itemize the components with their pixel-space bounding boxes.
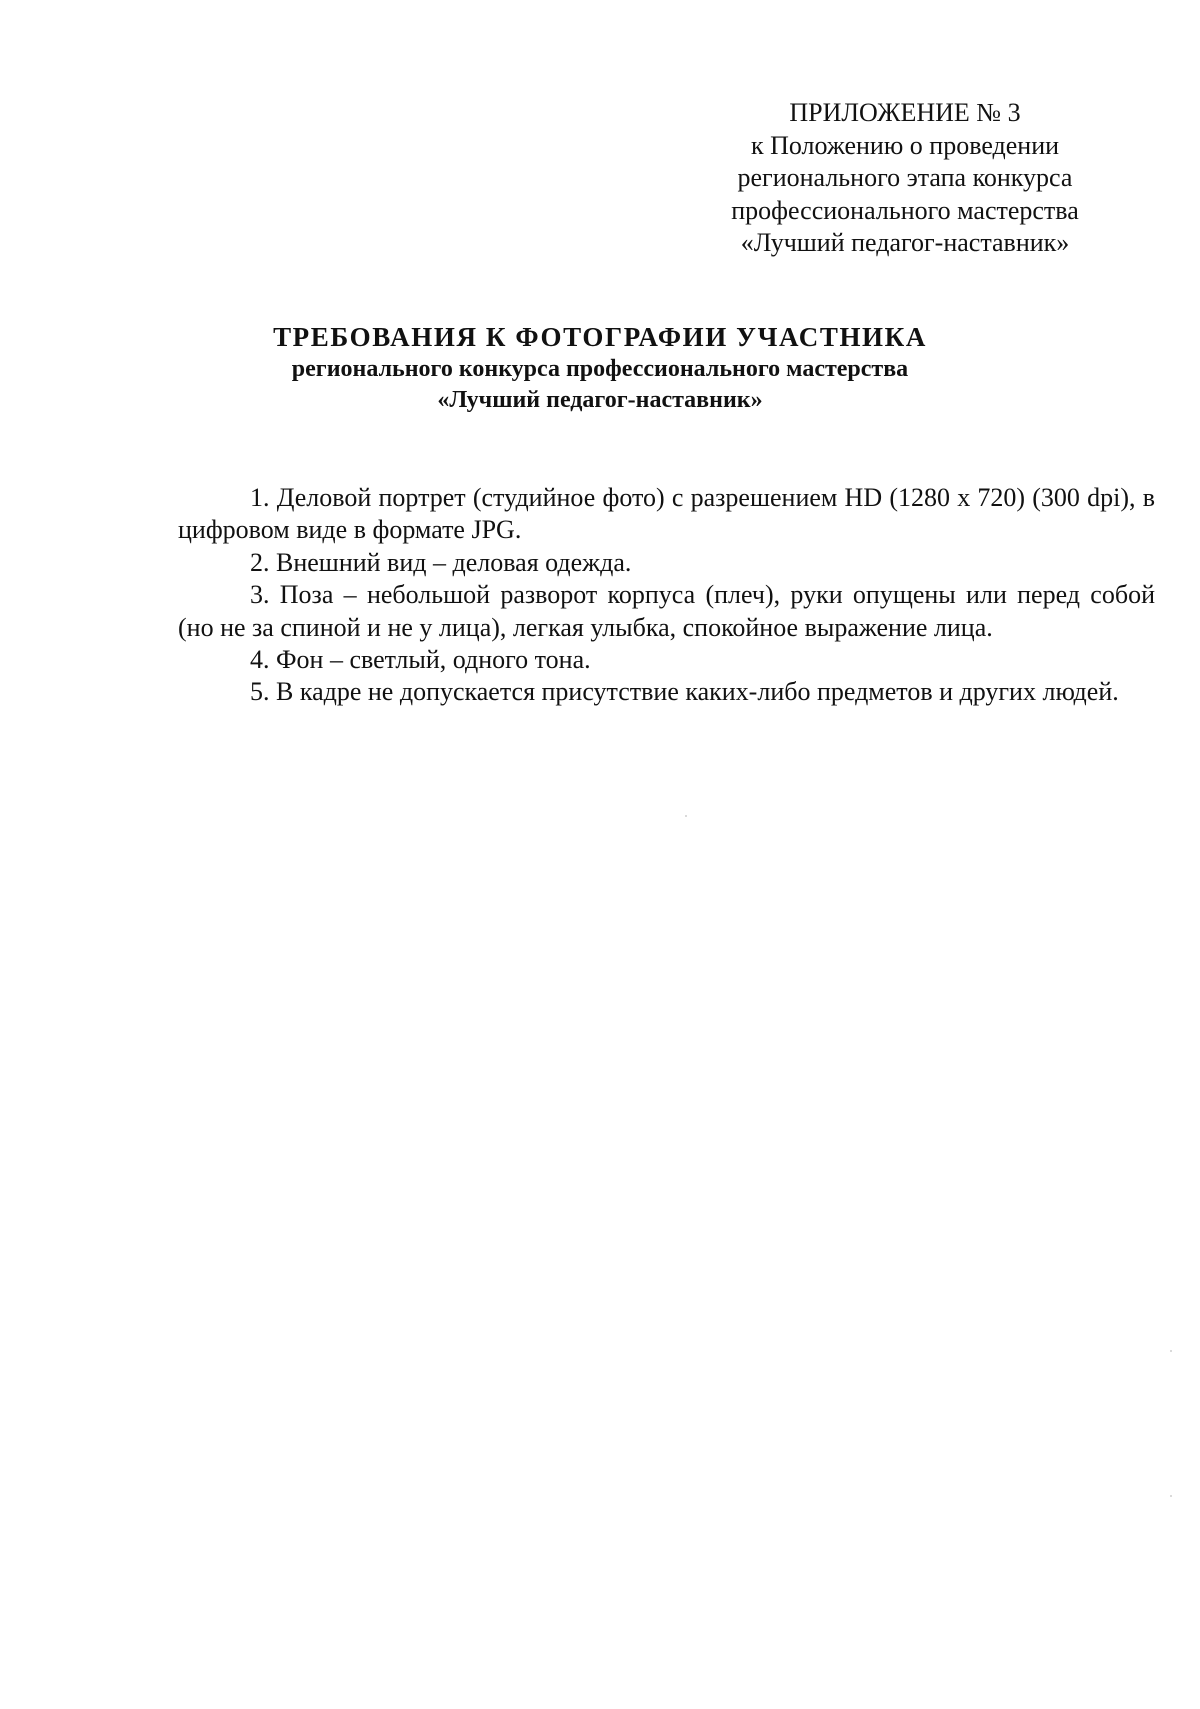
- appendix-contest-name: «Лучший педагог-наставник»: [740, 228, 1070, 257]
- appendix-reference: регионального этапа конкурса: [737, 163, 1073, 192]
- requirement-item: 5. В кадре не допускается присутствие каких-либо предметов и других людей.: [250, 677, 1119, 707]
- requirement-item: 3. Поза – небольшой разворот корпуса (плеч), руки опущены или перед собой (но не за спиной и не у лица), легкая улыбка, спокойное выражение лица.: [178, 580, 1155, 642]
- scan-speck: [685, 815, 687, 817]
- appendix-reference: к Положению о проведении: [750, 130, 1060, 160]
- appendix-reference: профессионального мастерства: [731, 195, 1079, 225]
- document-subtitle: «Лучший педагог-наставник»: [437, 387, 763, 413]
- document-heading: [180, 320, 1020, 416]
- requirements-list: [178, 482, 1155, 709]
- appendix-block: [700, 97, 1110, 260]
- requirement-item: 1. Деловой портрет (студийное фото) с разрешением HD (1280 x 720) (300 dpi), в цифровом виде в формате JPG.: [178, 483, 1155, 545]
- document-title: ТРЕБОВАНИЯ К ФОТОГРАФИИ УЧАСТНИКА: [273, 322, 927, 352]
- requirement-item: 4. Фон – светлый, одного тона.: [250, 645, 591, 675]
- requirement-item: 2. Внешний вид – деловая одежда.: [250, 547, 632, 577]
- scan-speck: [1170, 1350, 1172, 1352]
- document-subtitle: регионального конкурса профессионального мастерства: [291, 356, 909, 382]
- scan-speck: [1170, 1495, 1172, 1497]
- appendix-number: ПРИЛОЖЕНИЕ № 3: [789, 98, 1021, 127]
